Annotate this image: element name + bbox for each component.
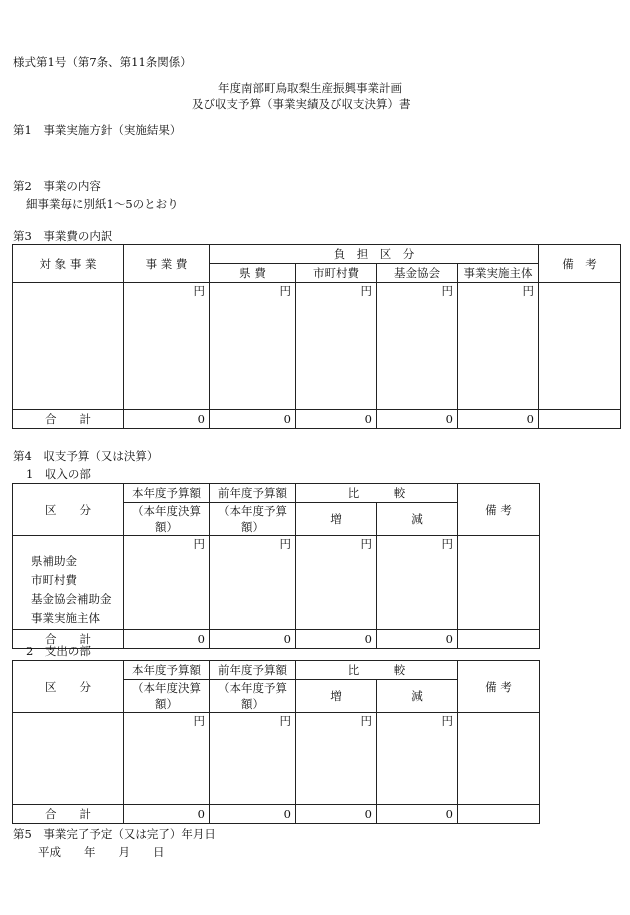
- yen-unit: 円: [124, 283, 210, 410]
- yen-unit: 円: [296, 713, 377, 805]
- total-value: 0: [377, 805, 458, 824]
- header-prev-year: 前年度予算額: [210, 661, 296, 680]
- total-value: 0: [124, 410, 210, 429]
- total-row: [13, 410, 621, 429]
- remarks-cell: [458, 805, 540, 824]
- doc-title-line1: 年度南部町鳥取梨生産振興事業計画: [218, 81, 402, 95]
- total-value: 0: [296, 805, 377, 824]
- remarks-cell: [539, 283, 621, 410]
- section2-heading: 第2 事業の内容: [13, 179, 101, 193]
- remarks-cell: [539, 410, 621, 429]
- list-item: 事業実施主体: [31, 611, 100, 625]
- yen-unit: 円: [210, 713, 296, 805]
- total-row: [13, 805, 540, 824]
- list-item: 市町村費: [31, 573, 77, 587]
- header-this-year: 本年度予算額: [124, 661, 210, 680]
- header-remarks: 備 考: [539, 245, 621, 283]
- header-remarks: 備 考: [458, 661, 540, 713]
- yen-unit: 円: [296, 283, 377, 410]
- section1-heading: 第1 事業実施方針（実施結果）: [13, 123, 182, 137]
- total-value: 0: [377, 410, 458, 429]
- total-value: 0: [210, 805, 296, 824]
- remarks-cell: [458, 630, 540, 649]
- header-city: 市町村費: [296, 264, 377, 283]
- table-row: [13, 713, 540, 805]
- total-value: 0: [377, 630, 458, 649]
- yen-unit: 円: [124, 536, 210, 630]
- remarks-cell: [458, 536, 540, 630]
- header-increase: 増: [296, 503, 377, 536]
- table-row: [13, 536, 540, 630]
- yen-unit: 円: [458, 283, 539, 410]
- header-fund: 基金協会: [377, 264, 458, 283]
- yen-unit: 円: [377, 536, 458, 630]
- header-remarks: 備 考: [458, 484, 540, 536]
- expense-items: [13, 713, 124, 805]
- header-decrease: 減: [377, 503, 458, 536]
- completion-date: 平成 年 月 日: [38, 845, 165, 859]
- section2-note: 細事業毎に別紙1〜5のとおり: [26, 197, 179, 211]
- header-kubun: 区 分: [13, 661, 124, 713]
- expense-table: [12, 660, 540, 824]
- list-item: 県補助金: [31, 554, 77, 568]
- total-label: 合 計: [13, 410, 124, 429]
- header-compare: 比 較: [296, 661, 458, 680]
- header-compare: 比 較: [296, 484, 458, 503]
- remarks-cell: [458, 713, 540, 805]
- doc-title-line2: 及び収支予算（事業実績及び収支決算）書: [192, 97, 411, 111]
- expense-subheading: 2 支出の部: [26, 644, 91, 658]
- header-prev-year-sub: （本年度予算額）: [210, 680, 296, 713]
- yen-unit: 円: [377, 713, 458, 805]
- header-pref: 県 費: [210, 264, 296, 283]
- header-burden: 負 担 区 分: [210, 245, 539, 264]
- total-value: 0: [458, 410, 539, 429]
- header-entity: 事業実施主体: [458, 264, 539, 283]
- header-this-year-sub: （本年度決算額）: [124, 503, 210, 536]
- yen-unit: 円: [377, 283, 458, 410]
- income-items: [13, 536, 124, 630]
- total-value: 0: [210, 630, 296, 649]
- header-project: 対 象 事 業: [13, 245, 124, 283]
- total-label: 合 計: [13, 630, 124, 649]
- total-label: 合 計: [13, 805, 124, 824]
- section4-heading: 第4 収支予算（又は決算）: [13, 449, 159, 463]
- header-prev-year: 前年度予算額: [210, 484, 296, 503]
- header-decrease: 減: [377, 680, 458, 713]
- total-value: 0: [124, 630, 210, 649]
- header-this-year-sub: （本年度決算額）: [124, 680, 210, 713]
- total-value: 0: [210, 410, 296, 429]
- section3-heading: 第3 事業費の内訳: [13, 229, 113, 243]
- list-item: 基金協会補助金: [31, 592, 112, 606]
- total-value: 0: [124, 805, 210, 824]
- cost-breakdown-table: [12, 244, 621, 429]
- total-value: 0: [296, 410, 377, 429]
- income-table: [12, 483, 540, 649]
- header-cost: 事 業 費: [124, 245, 210, 283]
- header-prev-year-sub: （本年度予算額）: [210, 503, 296, 536]
- form-number: 様式第1号（第7条、第11条関係）: [13, 55, 192, 69]
- header-kubun: 区 分: [13, 484, 124, 536]
- yen-unit: 円: [124, 713, 210, 805]
- header-this-year: 本年度予算額: [124, 484, 210, 503]
- yen-unit: 円: [210, 536, 296, 630]
- income-subheading: 1 収入の部: [26, 467, 91, 481]
- project-cell: [13, 283, 124, 410]
- table-row: [13, 283, 621, 410]
- header-increase: 増: [296, 680, 377, 713]
- total-value: 0: [296, 630, 377, 649]
- yen-unit: 円: [296, 536, 377, 630]
- section5-heading: 第5 事業完了予定（又は完了）年月日: [13, 827, 216, 841]
- yen-unit: 円: [210, 283, 296, 410]
- total-row: [13, 630, 540, 649]
